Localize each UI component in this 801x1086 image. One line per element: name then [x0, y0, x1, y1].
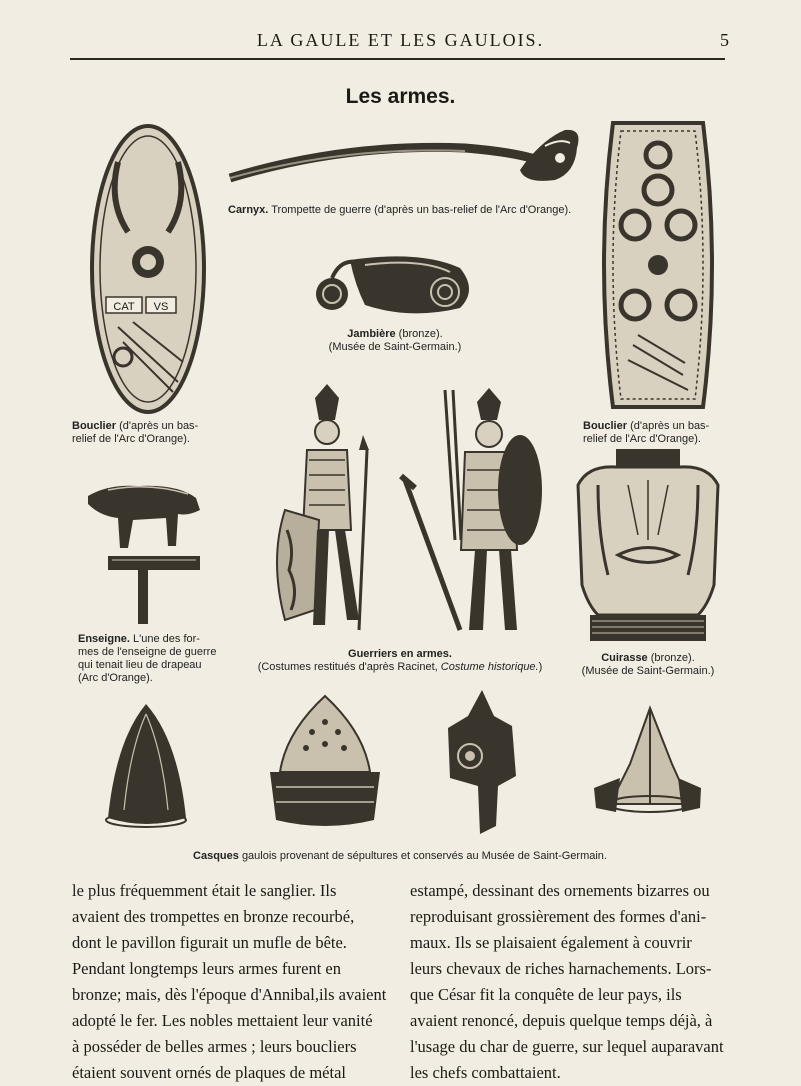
cuirasse-name: Cuirasse — [601, 652, 648, 664]
cuirasse-material: (bronze). — [650, 652, 695, 664]
header-rule — [70, 58, 725, 60]
col1-line: le plus fréquemment était le sanglier. Ils — [72, 881, 337, 900]
enseigne-illustration — [78, 476, 210, 624]
col1-line: Pendant longtemps leurs armes furent en — [72, 959, 341, 978]
shield-inscription-vs: VS — [153, 301, 169, 313]
section-title: Les armes. — [345, 85, 456, 108]
col1-line: dont le pavillon figurait un mufle de bête. — [72, 933, 347, 952]
col2-line: leurs chevaux de riches harnachements. Lors- — [410, 959, 712, 978]
casque-2-illustration — [262, 692, 388, 832]
col2-line: estampé, dessinant des ornements bizarres ou — [410, 881, 710, 900]
bouclier-right-illustration — [593, 115, 723, 415]
carnyx-illustration — [225, 118, 585, 200]
col2-line: l'usage du char de guerre, sur lequel auparavant — [410, 1037, 724, 1056]
page-number: 5 — [720, 30, 729, 50]
enseigne-line-3: qui tenait lieu de drapeau — [78, 659, 202, 671]
body-column-2 — [410, 878, 732, 1086]
cuirasse-source: (Musée de Saint-Germain.) — [581, 665, 715, 677]
carnyx-desc: Trompette de guerre (d'après un bas-relief de l'Arc d'Orange). — [271, 204, 572, 216]
bouclier-right-desc-2: relief de l'Arc d'Orange). — [583, 433, 701, 445]
running-header — [0, 30, 801, 52]
body-column-1 — [72, 878, 392, 1086]
jambiere-source: (Musée de Saint-Germain.) — [328, 341, 462, 353]
guerriers-desc-italic: Costume historique. — [440, 661, 539, 673]
jambiere-illustration — [310, 250, 480, 320]
guerriers-illustration — [255, 380, 545, 648]
col2-line: les chefs combattaient. — [410, 1063, 561, 1082]
jambiere-name: Jambière — [347, 328, 396, 340]
col1-line: bronze; mais, dès l'époque d'Annibal,ils avaient — [72, 985, 387, 1004]
enseigne-line-2: mes de l'enseigne de guerre — [78, 646, 217, 658]
col1-line: étaient souvent ornés de plaques de métal — [72, 1063, 346, 1082]
col2-line: maux. Ils se plaisaient également à couvrir — [410, 933, 692, 952]
guerriers-caption — [250, 648, 550, 674]
bouclier-left-name: Bouclier — [72, 420, 117, 432]
bouclier-right-name: Bouclier — [583, 420, 628, 432]
bouclier-left-desc-1: (d'après un bas- — [119, 420, 199, 432]
bouclier-left-caption — [72, 420, 232, 446]
jambiere-caption — [300, 328, 490, 354]
col2-line: que César fit la conquête de leur pays, ils — [410, 985, 682, 1004]
cuirasse-illustration — [568, 445, 728, 645]
guerriers-name: Guerriers en armes. — [348, 648, 452, 660]
cuirasse-caption — [558, 652, 738, 678]
casque-1-illustration — [100, 700, 192, 830]
enseigne-line-4: (Arc d'Orange). — [78, 672, 153, 684]
col1-line: à posséder de belles armes ; leurs boucliers — [72, 1037, 357, 1056]
col1-line: avaient des trompettes en bronze recourbé, — [72, 907, 355, 926]
running-title: LA GAULE ET LES GAULOIS. — [256, 30, 545, 50]
col1-line: adopté le fer. Les nobles mettaient leur vanité — [72, 1011, 373, 1030]
jambiere-material: (bronze). — [398, 328, 443, 340]
guerriers-desc-pre: (Costumes restitués d'après Racinet, — [257, 661, 438, 673]
carnyx-caption — [228, 204, 588, 217]
col2-line: avaient renoncé, depuis quelque temps déjà, à — [410, 1011, 713, 1030]
enseigne-caption — [78, 633, 253, 685]
bouclier-right-desc-1: (d'après un bas- — [630, 420, 710, 432]
casque-4-illustration — [590, 704, 705, 822]
col2-line: reproduisant grossièrement des formes d'ani- — [410, 907, 707, 926]
shield-inscription-cat: CAT — [113, 301, 135, 313]
guerriers-desc-post: ) — [538, 661, 543, 673]
enseigne-line-1: L'une des for- — [133, 633, 200, 645]
bouclier-left-illustration — [88, 122, 208, 416]
casques-name: Casques — [193, 850, 239, 862]
carnyx-name: Carnyx. — [228, 204, 269, 216]
enseigne-name: Enseigne. — [78, 633, 130, 645]
casque-3-illustration — [440, 686, 525, 836]
bouclier-left-desc-2: relief de l'Arc d'Orange). — [72, 433, 190, 445]
bouclier-right-caption — [583, 420, 743, 446]
casques-desc: gaulois provenant de sépultures et conservés au Musée de Saint-Germain. — [241, 850, 607, 862]
casques-caption — [100, 850, 700, 863]
